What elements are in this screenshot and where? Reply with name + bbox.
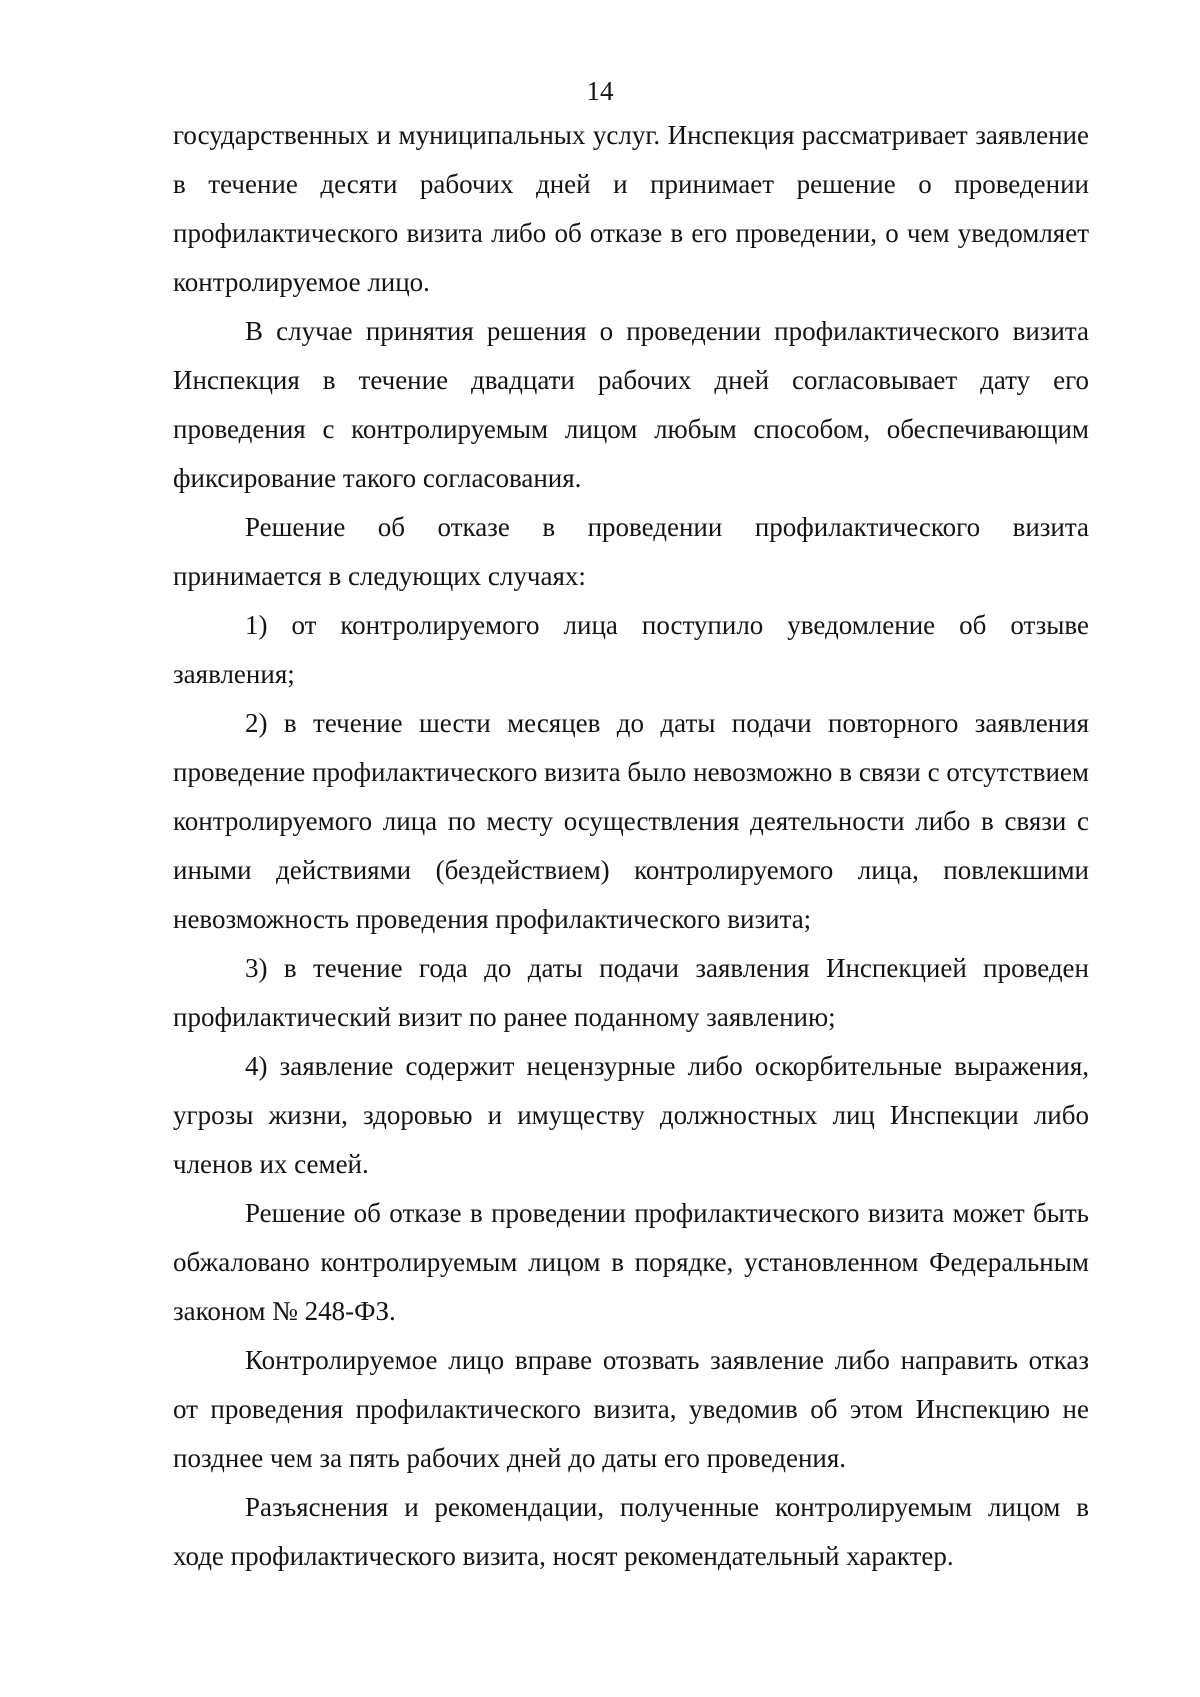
list-item-1: 1) от контролируемого лица поступило уведомление об отзыве заявления; (173, 610, 1089, 689)
paragraph-refusal-cases: Решение об отказе в проведении профилактического визита принимается в следующих случаях: (173, 512, 1089, 591)
paragraph-continuation: государственных и муниципальных услуг. Инспекция рассматривает заявление в течение десяти рабочих дней и принимает решение о проведении профилактического визита либо об отказе в его проведении, о чем уведомляет контролируемое лицо. (173, 120, 1089, 297)
paragraph-recommendations: Разъяснения и рекомендации, полученные контролируемым лицом в ходе профилактического визита, носят рекомендательный характер. (173, 1492, 1089, 1571)
page-number: 14 (586, 76, 614, 106)
paragraph-withdrawal: Контролируемое лицо вправе отозвать заявление либо направить отказ от проведения профилактического визита, уведомив об этом Инспекцию не позднее чем за пять рабочих дней до даты его проведения. (173, 1345, 1089, 1473)
list-item-3: 3) в течение года до даты подачи заявления Инспекцией проведен профилактический визит по ранее поданному заявлению; (173, 953, 1089, 1032)
list-item-4: 4) заявление содержит нецензурные либо оскорбительные выражения, угрозы жизни, здоровью и имуществу должностных лиц Инспекции либо членов их семей. (173, 1051, 1089, 1179)
paragraph-visit-approval: В случае принятия решения о проведении профилактического визита Инспекция в течение двадцати рабочих дней согласовывает дату его проведения с контролируемым лицом любым способом, обеспечивающим фиксирование такого согласования. (173, 316, 1089, 493)
paragraph-appeal: Решение об отказе в проведении профилактического визита может быть обжаловано контролируемым лицом в порядке, установленном Федеральным законом № 248-ФЗ. (173, 1198, 1089, 1326)
list-item-2: 2) в течение шести месяцев до даты подачи повторного заявления проведение профилактического визита было невозможно в связи с отсутствием контролируемого лица по месту осуществления деятельности либо в связи с иными действиями (бездействием) контролируемого лица, повлекшими невозможность проведения профилактического визита; (173, 708, 1089, 934)
document-body (173, 111, 1089, 1581)
